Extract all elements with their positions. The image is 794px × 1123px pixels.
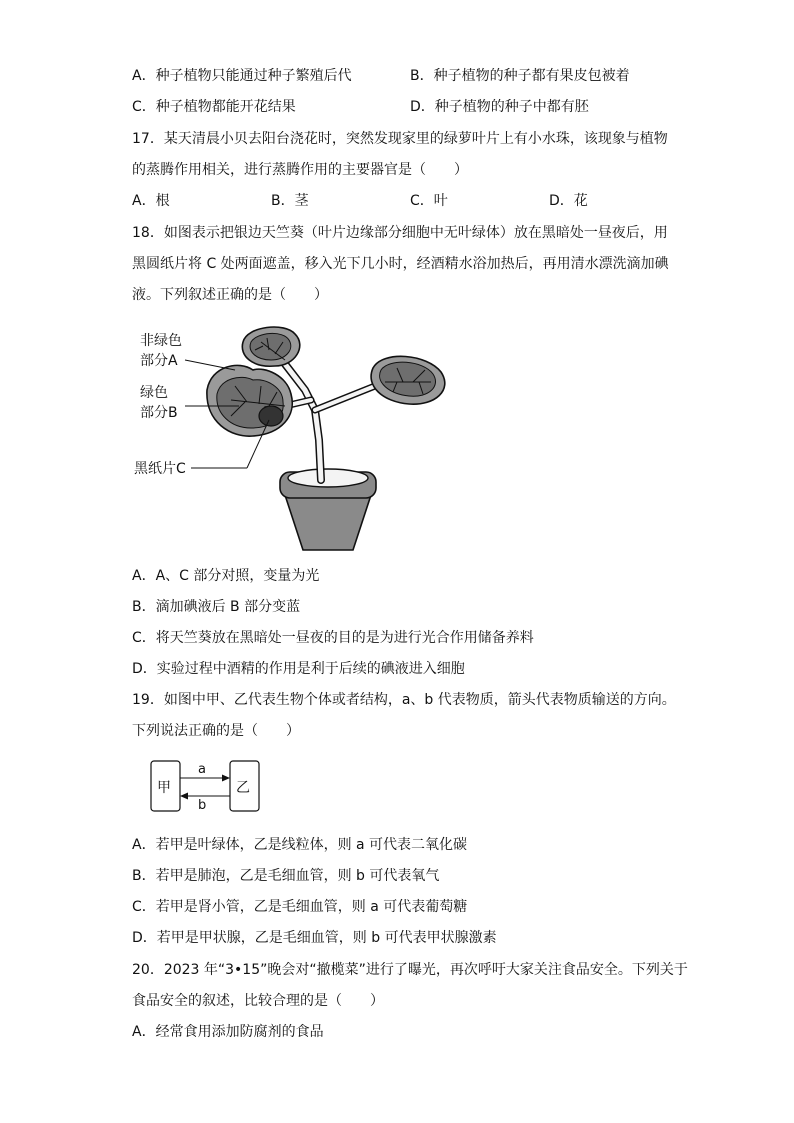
diagram-arrow-a-label: a	[198, 762, 206, 777]
q20-stem-line2: 食品安全的叙述，比较合理的是（ ）	[132, 993, 384, 1009]
q19-option-d: D．若甲是甲状腺，乙是毛细血管，则 b 可代表甲状腺激素	[132, 930, 497, 946]
q17-option-c: C．叶	[410, 193, 448, 209]
q16-option-d: D．种子植物的种子中都有胚	[410, 99, 589, 115]
q18-stem-line1: 18．如图表示把银边天竺葵（叶片边缘部分细胞中无叶绿体）放在黑暗处一昼夜后，用	[132, 225, 668, 241]
diagram-arrow-b-label: b	[198, 798, 207, 813]
diagram-box-jia: 甲	[157, 780, 171, 796]
q17-option-d: D．花	[549, 193, 588, 209]
q16-option-a: A．种子植物只能通过种子繁殖后代	[132, 68, 352, 84]
q18-stem-line2: 黑圆纸片将 C 处两面遮盖，移入光下几小时，经酒精水浴加热后，再用清水漂洗滴加碘	[132, 256, 669, 272]
q17-stem-line2: 的蒸腾作用相关，进行蒸腾作用的主要器官是（ ）	[132, 162, 468, 178]
label-nongreen-a-line1: 非绿色	[140, 333, 182, 349]
geranium-figure	[135, 320, 465, 560]
label-green-b-line1: 绿色	[140, 385, 168, 401]
q19-option-c: C．若甲是肾小管，乙是毛细血管，则 a 可代表葡萄糖	[132, 899, 468, 915]
q20-option-a: A．经常食用添加防腐剂的食品	[132, 1024, 324, 1040]
q16-option-c: C．种子植物都能开花结果	[132, 99, 296, 115]
q19-option-b: B．若甲是肺泡，乙是毛细血管，则 b 可代表氧气	[132, 868, 440, 884]
q18-option-c: C．将天竺葵放在黑暗处一昼夜的目的是为进行光合作用储备养料	[132, 630, 534, 646]
q20-stem-line1: 20．2023 年“3•15”晚会对“撤榄菜”进行了曝光，再次呼吁大家关注食品安全。下列关于	[132, 962, 688, 978]
q16-option-b: B．种子植物的种子都有果皮包被着	[410, 68, 630, 84]
label-green-b-line2: 部分B	[140, 405, 178, 421]
q19-stem-line2: 下列说法正确的是（ ）	[132, 723, 300, 739]
q17-option-a: A．根	[132, 193, 170, 209]
q18-option-a: A．A、C 部分对照，变量为光	[132, 568, 320, 584]
q18-option-b: B．滴加碘液后 B 部分变蓝	[132, 599, 301, 615]
label-nongreen-a-line2: 部分A	[140, 353, 178, 369]
q18-option-d: D．实验过程中酒精的作用是利于后续的碘液进入细胞	[132, 661, 465, 677]
label-black-paper-c: 黑纸片C	[134, 461, 186, 477]
q19-option-a: A．若甲是叶绿体，乙是线粒体，则 a 可代表二氧化碳	[132, 837, 468, 853]
q17-option-b: B．茎	[271, 193, 309, 209]
diagram-box-yi: 乙	[236, 780, 250, 796]
q17-stem-line1: 17．某天清晨小贝去阳台浇花时，突然发现家里的绿萝叶片上有小水珠，该现象与植物	[132, 131, 668, 147]
q19-stem-line1: 19．如图中甲、乙代表生物个体或者结构，a、b 代表物质，箭头代表物质输送的方向。	[132, 692, 676, 708]
q18-stem-line3: 液。下列叙述正确的是（ ）	[132, 287, 328, 303]
